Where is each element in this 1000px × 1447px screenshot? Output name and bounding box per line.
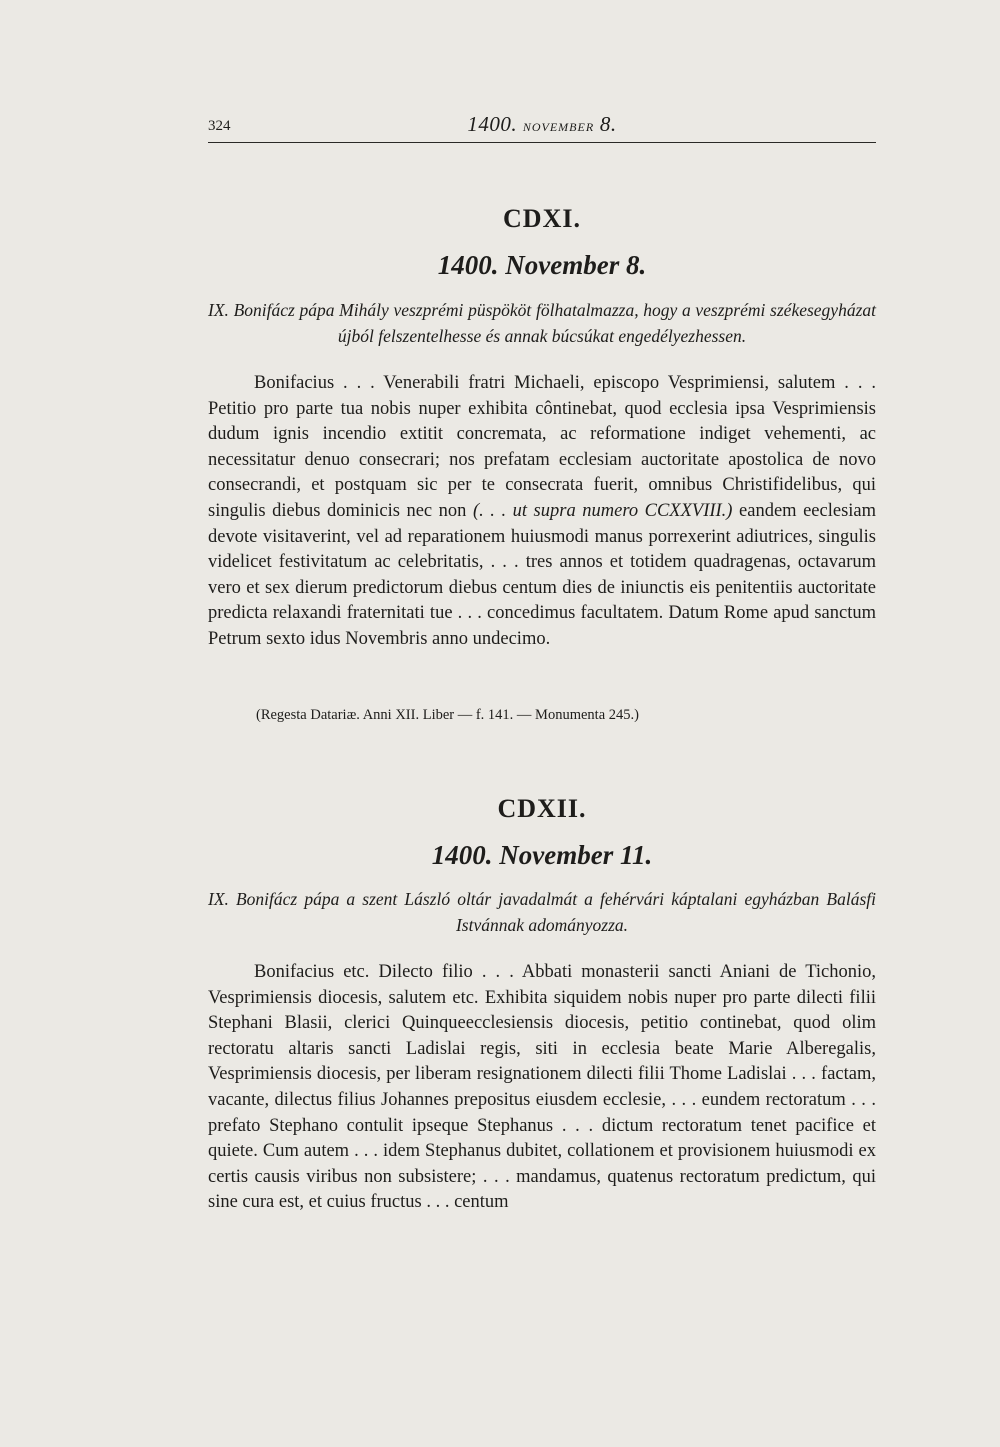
doc-number: CDXI. (503, 204, 581, 233)
doc-date: 1400. November 8. (437, 250, 647, 280)
doc-body-reference: (. . . ut supra numero CCXXVIII.) (472, 500, 733, 521)
doc-body-text: Bonifacius . . . Venerabili fratri Michaeli, episcopo Vesprimiensi, salutem . . . Petitio pro parte tua nobis nuper exhibita côntinebat, quod ecclesia ipsa Vesprimiensis dudum ignis incendio extitit concremata, ac reformatione indiget vehementi, ac necessitatur denuo consecrari; nos prefatam ecclesiam auctoritate apostolica de novo consecrandi, et postquam sic per te consecrata fuerit, omnibus Christifidelibus, qui singulis diebus dominicis nec non (208, 373, 876, 521)
doc-body: Bonifacius etc. Dilecto filio . . . Abbati monasterii sancti Aniani de Tichonio, Vesprimiensis diocesis, salutem etc. Exhibita siquidem nobis nuper pro parte dilecti filii Stephani Blasii, clerici Quinqueecclesiensis diocesis, petitio continebat, quod olim rectoratu altaris sancti Ladislai regis, siti in ecclesia beate Marie Alberegalis, Vesprimiensis diocesis, per liberam resignationem dilecti filii Thome Ladislai . . . factam, vacante, dilectus filius Johannes prepositus eiusdem ecclesie, . . . eundem rectoratum . . . prefato Stephano contulit ipseque Stephanus . . . dictum rectoratum tenet pacifice et quiete. Cum autem . . . idem Stephanus dubitet, collationem et provisionem huiusmodi ex certis causis viribus non subsistere; . . . mandamus, quatenus rectoratum predictum, qui sine cura est, et cuius fructus . . . centum (208, 962, 876, 1213)
page-number: 324 (208, 118, 231, 134)
doc-body-text-continued: eandem eeclesiam devote visitaverint, vel ad reparationem huiusmodi manus porrexerint adiutrices, singulis videlicet festivitatum ac celebritatis, . . . tres annos et totidem quadragenas, octavarum vero et sex dierum predictorum diebus centum dies de iniunctis eis penitentiis auctoritate predicta relaxandi fraternitati tue . . . concedimus facultatem. Datum Rome apud sanctum Petrum sexto idus Novembris anno undecimo. (208, 500, 877, 649)
doc-number: CDXII. (497, 794, 587, 823)
running-head (208, 112, 876, 137)
doc-summary: IX. Bonifácz pápa a szent László oltár javadalmát a fehérvári káptalani egyházban Balásfi Istvánnak adományozza. (208, 889, 876, 935)
doc-source-note: (Regesta Datariæ. Anni XII. Liber — f. 141. — Monumenta 245.) (256, 707, 639, 723)
running-head-month: NOVEMBER (522, 120, 595, 134)
running-head-year: 1400. (467, 112, 518, 136)
doc-summary: IX. Bonifácz pápa Mihály veszprémi püspököt fölhatalmazza, hogy a veszprémi székesegyházat újból felszentelhesse és annak búcsúkat engedélyezhessen. (208, 300, 876, 346)
doc-date: 1400. November 11. (431, 840, 653, 870)
doc-body (208, 371, 876, 653)
running-head-day: 8. (599, 112, 617, 136)
page-header (208, 112, 876, 143)
